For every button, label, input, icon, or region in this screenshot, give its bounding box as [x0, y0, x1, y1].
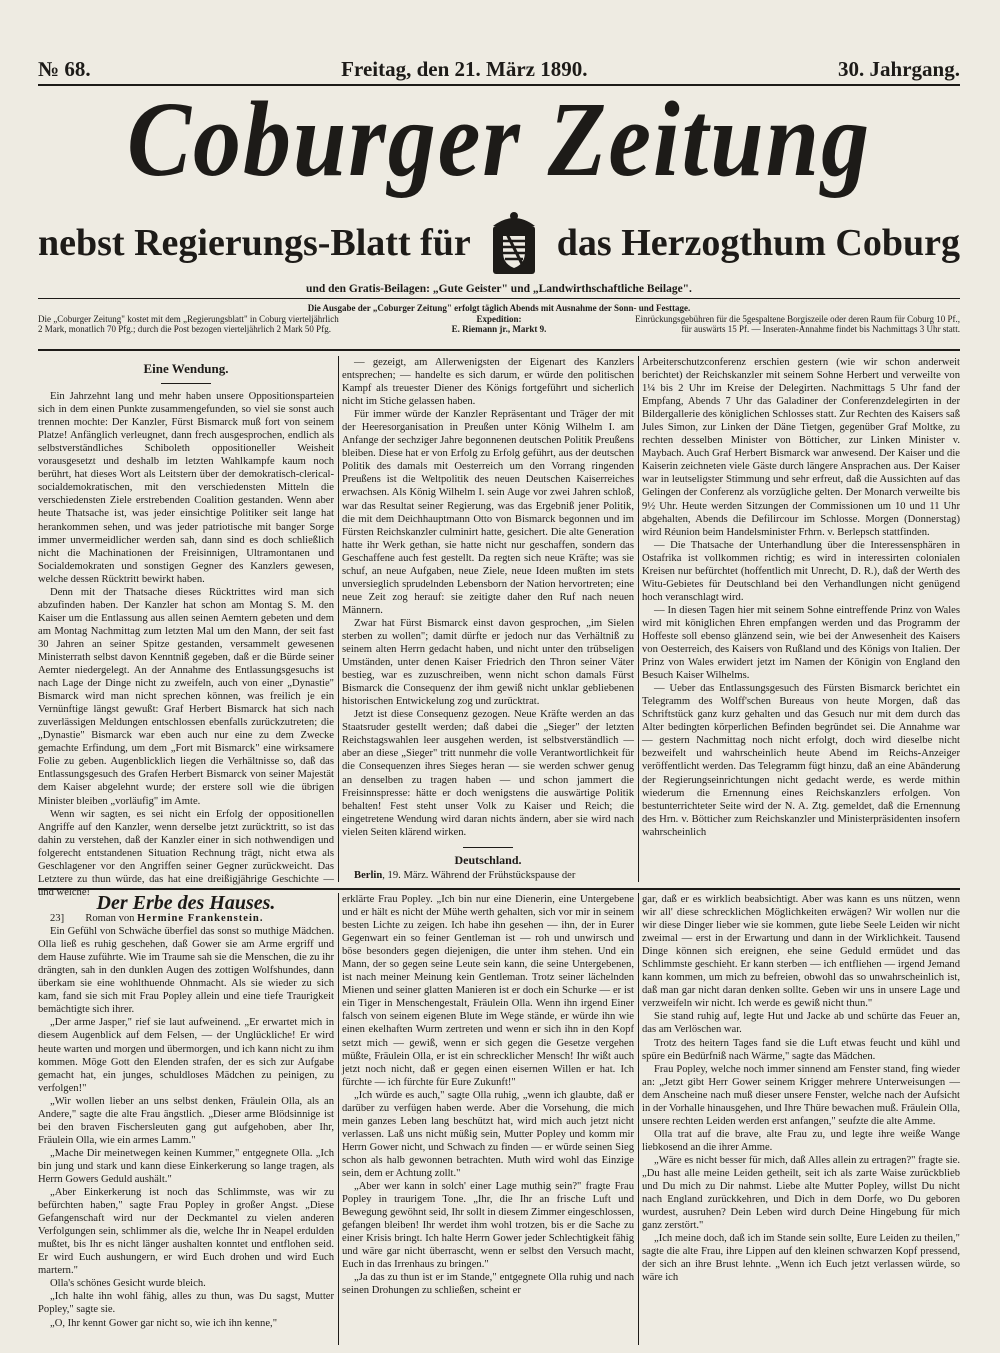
article-title-wendung: Eine Wendung.: [143, 361, 229, 376]
title-rule: [161, 383, 211, 384]
serial-paragraph: Sie stand ruhig auf, legte Hut und Jacke ab und schürte das Feuer an, das am Verlöschen war.: [642, 1011, 960, 1036]
serial-paragraph: Ein Gefühl von Schwäche überfiel das sonst so muthige Mädchen. Olla ließ es ruhig geschehen, daß Gower sie am Arme ergriff und dem Hause zuführte. Wie im Traume sah sie die Menschen, die zu ihr drängten, sah in den dunklen Augen des zottigen Wolfshundes, dann überkam sie eine wohlthuende Ohnmacht. Als sie wieder zu sich kam, fand sie sich mit Frau Popley allein und eine tiefe Traurigkeit bemächtigte sich ihrer.: [38, 926, 334, 1016]
serial-paragraph: „Ich halte ihn wohl fähig, alles zu thun, was Du sagst, Mutter Popley," sagte sie.: [38, 1291, 334, 1316]
article-paragraph: Für immer würde der Kanzler Repräsentant und Träger der mit der Heeresorganisation in Preußen unter König Wilhelm I. am Anfange der sechziger Jahre begonnenen deutschen Politik Preußens bleiben. Diese hat er von Erfolg zu Erfolg geführt, aus der deutschen Politik des damals mit Oesterreich um den Vorrang ringenden Preußens ist die Weltpolitik des neuen Deutschen Kaiserreiches erwachsen. Als König Wilhelm I. sein Auge vor zwei Jahren schloß, war das Resultat seiner Regierung, was das Ergebniß jener Politik, die mit dem Deichhauptmann Otto von Bismarck begonnen und im Fürsten Reichskanzler culminirt hatte, gesichert. Die alte Generation hatte ihr Werk gethan, sie hatte nicht nur geschaffen, sondern das Geschaffene auch fest gestellt. Da regten sich neue Kräfte; was sie schuf, an neue Aufgaben, neue Ziele, neue Ideen mußten im stets unversieglich sprudelnden Lebensborn der Nation hervortreten; eine neue Zeit zog herauf: sie zeitigte daher den Ruf nach neuen Männern.: [342, 409, 634, 616]
serial-paragraph: Olla's schönes Gesicht wurde bleich.: [50, 1278, 206, 1290]
notice-right-2: für auswärts 15 Pf. — Inseraten-Annahme findet bis Nachmittags 3 Uhr statt.: [681, 324, 960, 334]
serial-paragraph: „Ich meine doch, daß ich im Stande sein sollte, Eure Leiden zu theilen," sagte die alte Frau, ihre Lippen auf den kleinen schwarzen Kopf pressend, der sich an ihre Brust lehnte. „Wenn ich Euch jetzt verlassen würde, so wäre ich: [642, 1233, 960, 1284]
article-paragraph: — Ueber das Entlassungsgesuch des Fürsten Bismarck berichtet ein Telegramm des Wolff'schen Bureaus von heute Morgen, daß das Schriftstück ganz kurz gehalten und das Gesuch nur mit dem durch das Alter bedingten körperlichen Befinden begründet sei. Die Annahme war — gestern Nachmittag noch nicht erfolgt, doch wird dieselbe nicht bezweifelt und wahrscheinlich heute Abend im Reichs-Anzeiger veröffentlicht werden. Das Telegramm fügt hinzu, daß an eine Abänderung der Regierungseinrichtungen nicht gedacht werde, es werde mithin wiederum die Ernennung eines Reichskanzlers erfolgen. Von bestunterrichteter Seite wird der N. A. Ztg. gemeldet, daß die Ernennung des Hrn. v. Bötticher zum Reichskanzler und Ministerpräsidenten insofern wahrscheinlich: [642, 683, 960, 838]
notice-expedition: Expedition:: [476, 313, 522, 324]
dateline-date: , 19. März.: [382, 869, 429, 881]
serial-byline-prefix: Roman von: [85, 913, 135, 925]
column-middle: [342, 356, 634, 882]
serial-paragraph: Frau Popley, welche noch immer sinnend am Fenster stand, fing wieder an: „Jetzt gibt Herr Gower seinem Krigger mehrere Unterweisungen — dem Anscheine nach muß dieser unsere Fenster, welche nach der Aufsicht in der Vorhalle hinausgehen, und Ihre Thüre bewachen muß. Fräulein Olla, unsere rechten Leiden werden erst anfangen," seufzte die alte Amme.: [642, 1063, 960, 1127]
subscription-notice: [38, 303, 960, 335]
notice-line: Die Ausgabe der „Coburger Zeitung" erfolgt täglich Abends mit Ausnahme der Sonn- und Festtage.: [307, 303, 691, 313]
article-paragraph: — In diesen Tagen hier mit seinem Sohne eintreffende Prinz von Wales wird mit königlichen Ehren empfangen werden und das Programm der Hoffeste soll ebenso glänzend sein, wie bei der Anwesenheit des Kaisers von Oesterreich, des Kaisers von Rußland und des Königs von Italien. Der Prinz von Wales erwidert jetzt im Namen der Königin von England den Besuch Kaiser Wilhelms.: [642, 604, 960, 682]
serial-title: Der Erbe des Hauses.: [96, 892, 276, 914]
column-divider: [338, 356, 339, 882]
serial-paragraph: „Der arme Jasper," rief sie laut aufweinend. „Er erwartet mich in diesem Augenblick auf dem Felsen, — der Unglückliche! Er wird heute warten und morgen und übermorgen, und ich kann nicht zu ihm kommen. Möge Gott den Elenden strafen, der es sich zur Aufgabe gemacht hat, ein junges, schuldloses Mädchen zu peinigen, zu verfolgen!": [38, 1017, 334, 1094]
serial-column-3: [642, 893, 960, 1345]
section-heading-deutschland: Deutschland.: [454, 852, 522, 867]
notice-left-2: 2 Mark, monatlich 70 Pfg.; durch die Post bezogen vierteljährlich 2 Mark 50 Pfg.: [38, 324, 331, 334]
article-paragraph: — Die Thatsache der Unterhandlung über die Interessensphären in Ostafrika ist vollkommen richtig; es wird in interessirten colonialen Kreisen nur befürchtet (hoffentlich mit Unrecht, D. R.), daß der Werth des Witu-Gebietes für Deutschland bei den Verhandlungen nicht genügend hoch veranschlagt wird.: [642, 539, 960, 603]
serial-paragraph: „Aber Einkerkerung ist noch das Schlimmste, was wir zu befürchten haben," sagte Frau Popley in großer Angst. „Diese Gefangenschaft wird nur der Deckmantel zu vielen anderen Verfolgungen sein, schlimmer als die, welche Ihr in Neapel erdulden mußtet, bis Ihr es nicht länger aushalten konntet und entflohen seid. Er wird Euch aushungern, er wird Euch drohen und wird Euch martern.": [38, 1187, 334, 1277]
serial-paragraph: erklärte Frau Popley. „Ich bin nur eine Dienerin, eine Untergebene und er hält es nicht der Mühe werth gehalten, sich vor mir in seinem besten Lichte zu zeigen. Ich habe ihn gesehen — ihn, der in Eurer Gegenwart ein so feiner Gentleman ist — roh und unwirsch und böse besonders gegen diejenigen, die unter ihm stehen. Und ein Mann, der so gegen seine Leute sein kann, die seine Untergebenen, ist nach meiner Meinung kein Gentleman. Trotz seiner lächelnden Mienen und seiner glatten Manieren ist er doch ein Schurke — er ist ein Tiger in Menschengestalt, Fräulein Olla. Wenn ihn irgend Einer falsch von seinem eigenen Blute im Wege stände, er würde ihn wie einen ekelhaften Wurm zertreten und wenn er sich ihn in den Kopf setzt mich — gewiß, wenn er sich gegen die Gesetze vergehen müßte, Fräulein Olla, er ist ein schrecklicher Mensch! Ihr wißt auch jetzt noch nicht, daß er gegen einen eisernen Willen er hat. Ich fürchte — ich fürchte für Eure Zukunft!": [342, 894, 634, 1088]
article-paragraph: Denn mit der Thatsache dieses Rücktrittes wird man sich abzufinden haben. Der Kanzler hat schon am Montag S. M. den Kaiser um die Entlassung aus allen seinen Aemtern gebeten und dem am Montag Nachmittag zum letzten Mal um den Mann, der seit fast 30 Jahren an seiner Spitze gestanden, versammelt gewesenen Ministerrath selbst davon Kenntniß gegeben, daß er die Bürde seiner Aemter niedergelegt. An der Annahme des Entlassungsgesuchs ist nach Lage der Dinge nicht zu zweifeln, auch von einer „Dynastie" Bismarck wird man nicht sprechen können, was freilich je ein Vernünftige längst gewußt: Graf Herbert Bismarck hat sich nach zuverlässigen Meldungen entschlossen ebenfalls zurückzutreten; die „Dynastie" Bismarck war eben auch nur eine zu dem Zwecke gemachte Erfindung, um dem „Fort mit Bismarck" eine wirksamere Folie zu geben. Augenblicklich liegen die Verhältnisse so, daß das Entlassungsgesuch des Grafen Herbert Bismarck von seiner Majestät dem Kaiser abgelehnt wurde; der erstere soll wie die übrigen Minister bleiben „vorläufig" im Amte.: [38, 586, 334, 807]
article-paragraph: Zwar hat Fürst Bismarck einst davon gesprochen, „im Sielen sterben zu wollen"; damit dürfte er jedoch nur das Verhältniß zu seinem alten Herrn gedacht haben, und nicht unter den trübseligen Umständen, unter denen Kaiser Friedrich den Thron seiner Väter bestieg, war es zuzuschreiben, wenn nicht schon damals Fürst Bismarck die Consequenz der ihm gewiß nicht unklar gebliebenen historischen Entwickelung zog und zurücktrat.: [342, 617, 634, 708]
article-paragraph: Ein Jahrzehnt lang und mehr haben unsere Oppositionsparteien sich in dem einen Punkte zusammengefunden, so viel sie sonst auch trennen mochte: Der Kanzler, Fürst Bismarck muß fort von seinem Platze! Anfänglich verleugnet, dann frech ausgesprochen, endlich als selbstverständliches Schiboleth oppositioneller Weisheit vorausgesetzt und deshalb im letzten Wahlkampfe kaum noch berührt, hat dieses Wort als Leitstern über der demokratisch-clerical-socialdemokratischen, mit den verschiedensten Mitteln die verschiedensten Ziele erstrebenden Coalition gestanden. Wenn aber heute Thatsache ist, was jeder einsichtige Politiker seit lange hat herankommen sehen, und was jeder patriotische mit banger Sorge immer unvermeidlicher werden sah, dann sind es doch schließlich nicht die Machinationen der Freisinnigen, Ultramontanen und Socialdemokraten und sonstigen Gegner des Kanzlers gewesen, welche dessen Rücktritt bewirkt haben.: [38, 391, 334, 585]
section-first-line: [342, 869, 634, 882]
notice-right-1: Einrückungsgebühren für die 5gespaltene Borgiszeile oder deren Raum für Coburg 10 Pf.,: [635, 313, 960, 324]
serial-paragraph: gar, daß er es wirklich beabsichtigt. Aber was kann es uns nützen, wenn wir all' diese schrecklichen Möglichkeiten erwägen? Wir wollen nur die wir diese Dinger lieber wie sie kommen, gute liebe Seele Leiden wir nicht zweimal — erst in der Erwartung und dann in der Wirklichkeit. Tausend Dinge können sich ereignen, ehe seine Geduld ermüdet und das Schlimmste geschieht. Er kann sterben — ich entfliehen — irgend Jemand kann kommen, um mich zu befreien, obwohl das so unwahrscheinlich ist, daß man gar nicht daran denken sollte. Geben wir uns in unsere Lage und verzweifeln wir nicht. Ich werde es gewiß nicht thun.": [642, 894, 960, 1010]
coat-of-arms-icon: [483, 208, 545, 278]
column-right: [642, 356, 960, 882]
serial-paragraph: Trotz des heitern Tages fand sie die Luft etwas feucht und kühl und spüre ein Bedürfniß nach Wärme," sagte das Mädchen.: [642, 1037, 960, 1062]
serial-column-1: [38, 893, 334, 1345]
article-paragraph: Arbeiterschutzconferenz erschien gestern (wie wir schon anderweit berichtet) der Reichskanzler mit seinem Sohne Herbert und verweilte von 1¼ bis 2 Uhr im Kreise der Delegirten. Nachmittags 5 Uhr fand der Empfang, Abends 7 Uhr das Galadiner der Conferenzdelegirten in der Bildergallerie des königlichen Schlosses statt. Zur Rechten des Kaisers saß Jules Simon, zur Linken der Däne Tietgen, gegenüber Graf Moltke, zu rechten desselben Minister von Bötticher, zur Linken Minister v. Maybach. Auch Graf Herbert Bismarck war anwesend. Der Kaiser und die Kaiserin zeichneten viele Gäste durch längere Ansprachen aus. Der Kaiser war in leutseligster Stimmung und sehr erfreut, daß die Aussichten auf das Gelingen der Conferenz als vorzügliche gelten. Der Monarch verweilte bis 9½ Uhr. Heute werden Sitzungen der Commissionen um 10 und 11 Uhr abgehalten, Abends die Defilircour im Schlosse. Morgen (Donnerstag) wird Réunion beim Handelsminister Frhrn. v. Berlepsch stattfinden.: [642, 357, 960, 538]
issue-date: Freitag, den 21. März 1890.: [341, 56, 588, 81]
column-divider: [638, 356, 639, 882]
notice-left-1: Die „Coburger Zeitung" kostet mit dem „Regierungsblatt" in Coburg vierteljährlich: [38, 313, 339, 324]
article-paragraph: — gezeigt, am Allerwenigsten der Eigenart des Kanzlers entsprechen; — handelte es sich darum, er würde den politischen Kampf als treuester Diener des Königs fortgeführt und sicherlich nicht im Stiche gelassen haben.: [342, 357, 634, 408]
serial-paragraph: „Wäre es nicht besser für mich, daß Alles allein zu ertragen?" fragte sie. „Du hast alle meine Leiden getheilt, seit ich als zarte Waise zurückblieb und Du mich zu Dir nahmst. Liebe alte Mutter Popley, willst Du nicht nach England zurückkehren, und Dich in dem Dorfe, wo Du geboren wurdest, ausruhen? Dein Leben wird durch Deine Hingebung für mich ganz zerstört.": [642, 1154, 960, 1232]
serial-paragraph: „Ja das zu thun ist er im Stande," entgegnete Olla ruhig und nach seinen Drohungen zu schließen, scheint er: [342, 1272, 634, 1297]
serial-author: Hermine Frankenstein.: [137, 913, 264, 925]
serial-paragraph: „O, Ihr kennt Gower gar nicht so, wie ich ihn kenne,": [50, 1317, 278, 1329]
section-rule: [463, 847, 513, 848]
serial-paragraph: „Mache Dir meinetwegen keinen Kummer," entgegnete Olla. „Ich bin jung und stark und kann diese Einkerkerung so lange tragen, als Herrn Gowers Geduld aushält.": [38, 1147, 334, 1185]
news-columns: [38, 356, 960, 898]
serial-paragraph: Olla trat auf die brave, alte Frau zu, und legte ihre weiße Wange liebkosend an die ihrer Amme.: [642, 1128, 960, 1153]
serial-paragraph: „Ich würde es auch," sagte Olla ruhig, „wenn ich glaubte, daß er darüber zu verfügen haben werde. Aber die Vorsehung, die mich mein ganzes Leben lang beschützt hat, wird mich auch jetzt nicht verlassen. Laß uns nicht müßig sein, Mutter Popley und komm mir Herrn Gower nicht, und Schwach zu finden — er würde seinen Sieg schon als halb gewonnen betrachten. Muth wird wohl das Einzige sein, dem er Achtung zollt.": [342, 1089, 634, 1179]
masthead-subtitle: [38, 208, 960, 278]
column-divider: [638, 893, 639, 1345]
dateline-city: Berlin: [354, 869, 383, 881]
serial-installment: 23]: [50, 913, 65, 925]
serial-byline: [38, 912, 334, 925]
column-divider: [338, 893, 339, 1345]
article-paragraph: Wenn wir sagten, es sei nicht ein Erfolg der oppositionellen Angriffe auf den Kanzler, wenn derselbe jetzt zurücktritt, so ist das dahin zu verstehen, daß der Kanzler einer in sich nothwendigen und folgerecht entstandenen Situation Rechnung trägt, nicht etwa als Geschlagener vor den Angriffen seiner Gegner zurückweicht. Das Letztere zu thun würde, das hat eine dreißigjährige Geschichte — und welche!: [38, 808, 334, 898]
article-paragraph: Jetzt ist diese Consequenz gezogen. Neue Kräfte werden an das Staatsruder gestellt werden; daß dabei die „Sieger" der letzten Reichstagswahlen leer ausgehen werden, ist selbstverständlich — aber an diese „Sieger" tritt nunmehr die volle Verantwortlichkeit für die Consequenzen ihres Sieges heran — sie werden schwer genug an denselben zu tragen haben — und schon jammert die Freisinnspresse: hätte er doch wenigstens die auswärtige Politik behalten! Fest steht unser Volk zu Kaiser und Reich; die eingetretene Wendung wird daran nichts ändern, aber sie wird nach vielen Seiten klärend wirken.: [342, 709, 634, 838]
subtitle-right: das Herzogthum Coburg: [556, 222, 960, 264]
supplements-line: und den Gratis-Beilagen: „Gute Geister" und „Landwirthschaftliche Beilage".: [306, 283, 692, 295]
supplements-rule: [38, 298, 960, 299]
notice-rule: [38, 349, 960, 351]
serial-column-2: [342, 893, 634, 1345]
serial-paragraph: „Aber wer kann in solch' einer Lage muthig sein?" fragte Frau Popley in traurigem Tone. „Ihr, die Ihr an frische Luft und Bewegung gewöhnt seid, Ihr sollt in diesem Zimmer eingeschlossen, gefangen bleiben! Ihr werdet ihm wohl trotzen, bis er die Sache zu einer Krisis bringt. Ich halte Herrn Gower jeder Schlechtigkeit fähig und wäre gar nicht überrascht, wenn er selbst den Versuch macht, Euch in das Irrenhaus zu bringen.": [342, 1181, 634, 1271]
subtitle-left: nebst Regierungs-Blatt für: [38, 222, 471, 264]
feuilleton-rule: [38, 888, 960, 890]
issue-number: № 68.: [38, 56, 91, 81]
volume-number: 30. Jahrgang.: [838, 56, 960, 81]
feuilleton-section: [38, 893, 960, 1345]
serial-paragraph: „Wir wollen lieber an uns selbst denken, Fräulein Olla, als an Andere," sagte die alte Frau ängstlich. „Dieser arme Blödsinnige ist bei den braven Fischersleuten gang gut aufgehoben, aber Ihr, Fräulein Olla, wie ein armes Lamm.": [38, 1095, 334, 1146]
column-wendung: [38, 356, 334, 898]
notice-address: E. Riemann jr., Markt 9.: [451, 324, 547, 334]
dateline-text: Während der Frühstückspause der: [430, 869, 576, 881]
masthead-title: Coburger Zeitung: [126, 78, 872, 199]
